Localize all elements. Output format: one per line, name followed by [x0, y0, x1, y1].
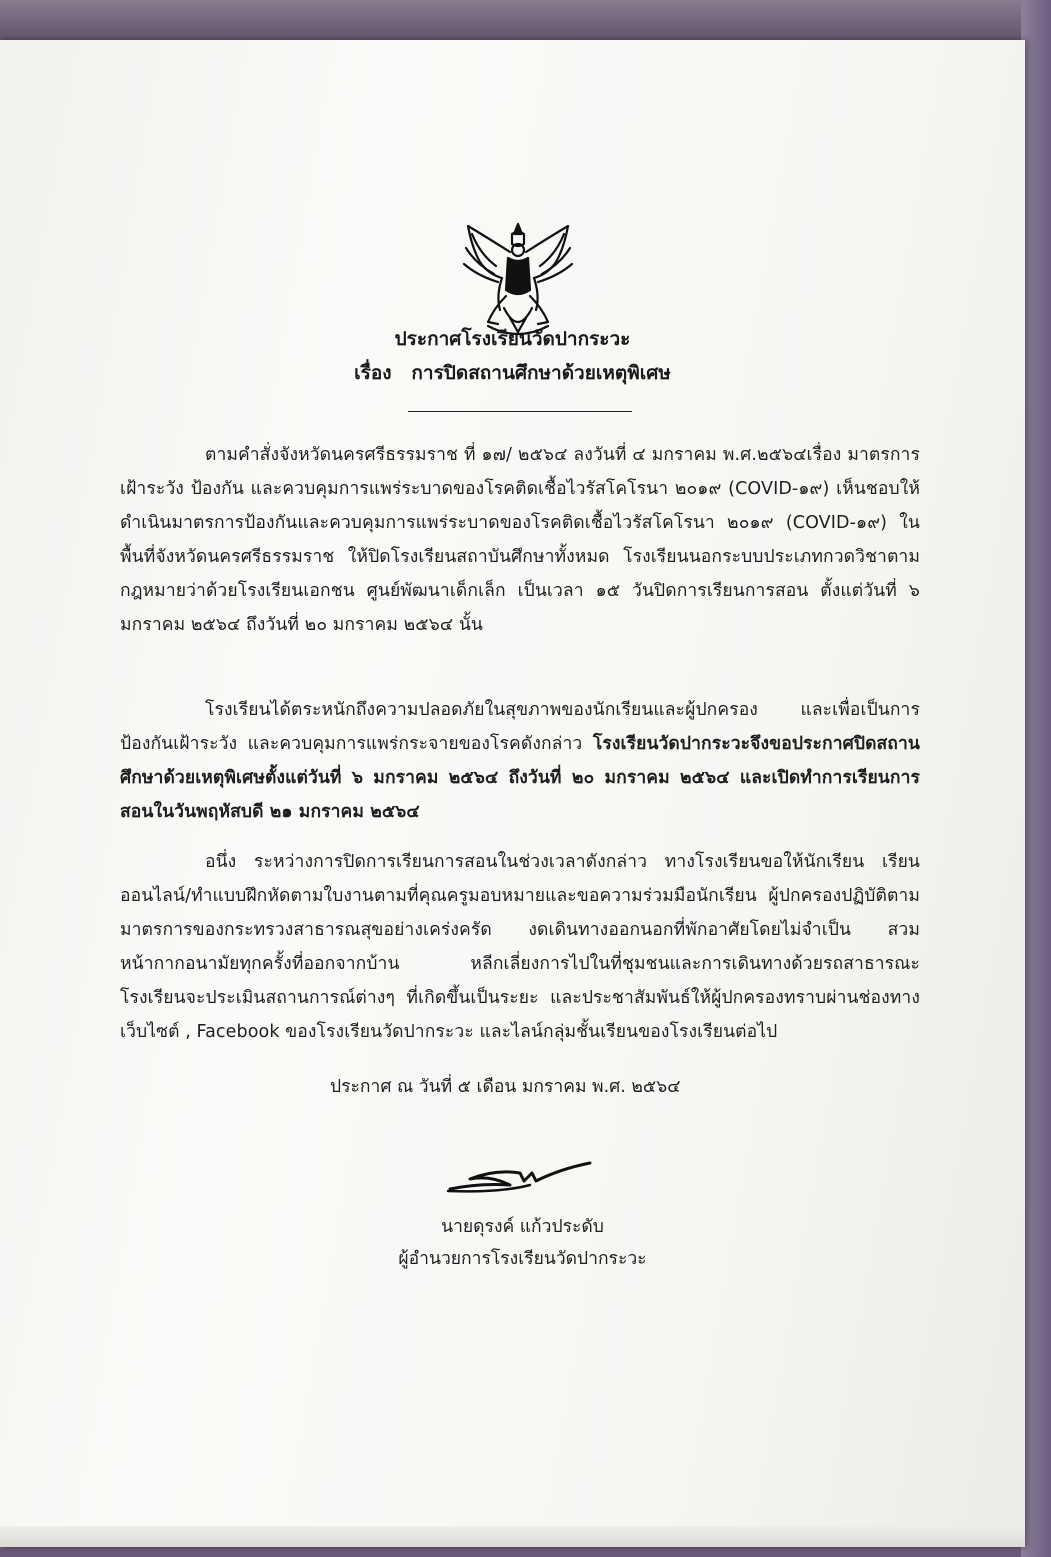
paragraph-2-bold-text: โรงเรียนวัดปากระวะจึงขอประกาศปิดสถานศึกษาด้วยเหตุพิเศษตั้งแต่วันที่ ๖ มกราคม ๒๕๖๔ ถึงวันที่ ๒๐ มกราคม ๒๕๖๔ และเปิดทำการเรียนการสอนในวันพฤหัสบดี ๒๑ มกราคม ๒๕๖๔ — [120, 734, 920, 822]
paragraph-1 — [120, 438, 920, 642]
paragraph-2-text: โรงเรียนได้ตระหนักถึงความปลอดภัยในสุขภาพของนักเรียนและผู้ปกครอง และเพื่อเป็นการป้องกันเฝ้าระวัง และควบคุมการแพร่กระจายของโรคดังกล่าว — [120, 700, 920, 754]
paragraph-1-text: ตามคำสั่งจังหวัดนครศรีธรรมราช ที่ ๑๗/ ๒๕๖๔ ลงวันที่ ๔ มกราคม พ.ศ.๒๕๖๔เรื่อง มาตรการเฝ้าระวัง ป้องกัน และควบคุมการแพร่ระบาดของโรคติดเชื้อไวรัสโคโรนา ๒๐๑๙ (COVID-๑๙) เห็นชอบให้ดำเนินมาตรการป้องกันและควบคุมการแพร่ระบาดของโรคติดเชื้อไวรัสโคโรนา ๒๐๑๙ (COVID-๑๙) ในพื้นที่จังหวัดนครศรีธรรมราช ให้ปิดโรงเรียนสถาบันศึกษาทั้งหมด โรงเรียนนอกระบบประเภทกวดวิชาตามกฎหมายว่าด้วยโรงเรียนเอกชน ศูนย์พัฒนาเด็กเล็ก เป็นเวลา ๑๕ วันปิดการเรียนการสอน ตั้งแต่วันที่ ๖ มกราคม ๒๕๖๔ ถึงวันที่ ๒๐ มกราคม ๒๕๖๔ นั้น — [120, 445, 920, 635]
paragraph-3 — [120, 845, 920, 1049]
announcement-title: ประกาศโรงเรียนวัดปากระวะ — [394, 328, 631, 350]
subject-text: การปิดสถานศึกษาด้วยเหตุพิเศษ — [411, 362, 671, 384]
document-paper — [0, 40, 1025, 1547]
paper-bottom-fold — [0, 1526, 1025, 1547]
announcement-date: ประกาศ ณ วันที่ ๕ เดือน มกราคม พ.ศ. ๒๕๖๔ — [330, 1077, 681, 1097]
handwritten-signature — [440, 1155, 600, 1200]
signer-name: นายดุรงค์ แก้วประดับ — [441, 1217, 604, 1237]
subject-label: เรื่อง — [354, 362, 392, 384]
title-divider — [408, 411, 632, 412]
paragraph-3-text: อนึ่ง ระหว่างการปิดการเรียนการสอนในช่วงเวลาดังกล่าว ทางโรงเรียนขอให้นักเรียน เรียนออนไลน์/ทำแบบฝึกหัดตามใบงานตามที่คุณครูมอบหมายและขอความร่วมมือนักเรียน ผู้ปกครองปฏิบัติตามมาตรการของกระทรวงสาธารณสุขอย่างเคร่งครัด งดเดินทางออกนอกที่พักอาศัยโดยไม่จำเป็น สวมหน้ากากอนามัยทุกครั้งที่ออกจากบ้าน หลีกเลี่ยงการไปในที่ชุมชนและการเดินทางด้วยรถสาธารณะ โรงเรียนจะประเมินสถานการณ์ต่างๆ ที่เกิดขึ้นเป็นระยะ และประชาสัมพันธ์ให้ผู้ปกครองทราบผ่านช่องทาง เว็บไซต์ , Facebook ของโรงเรียนวัดปากระวะ และไลน์กลุ่มชั้นเรียนของโรงเรียนต่อไป — [120, 852, 920, 1042]
background-right — [1021, 0, 1051, 1557]
announcement-subject — [0, 358, 1025, 388]
signer-position: ผู้อำนวยการโรงเรียนวัดปากระวะ — [398, 1249, 647, 1269]
paragraph-2 — [120, 693, 920, 829]
